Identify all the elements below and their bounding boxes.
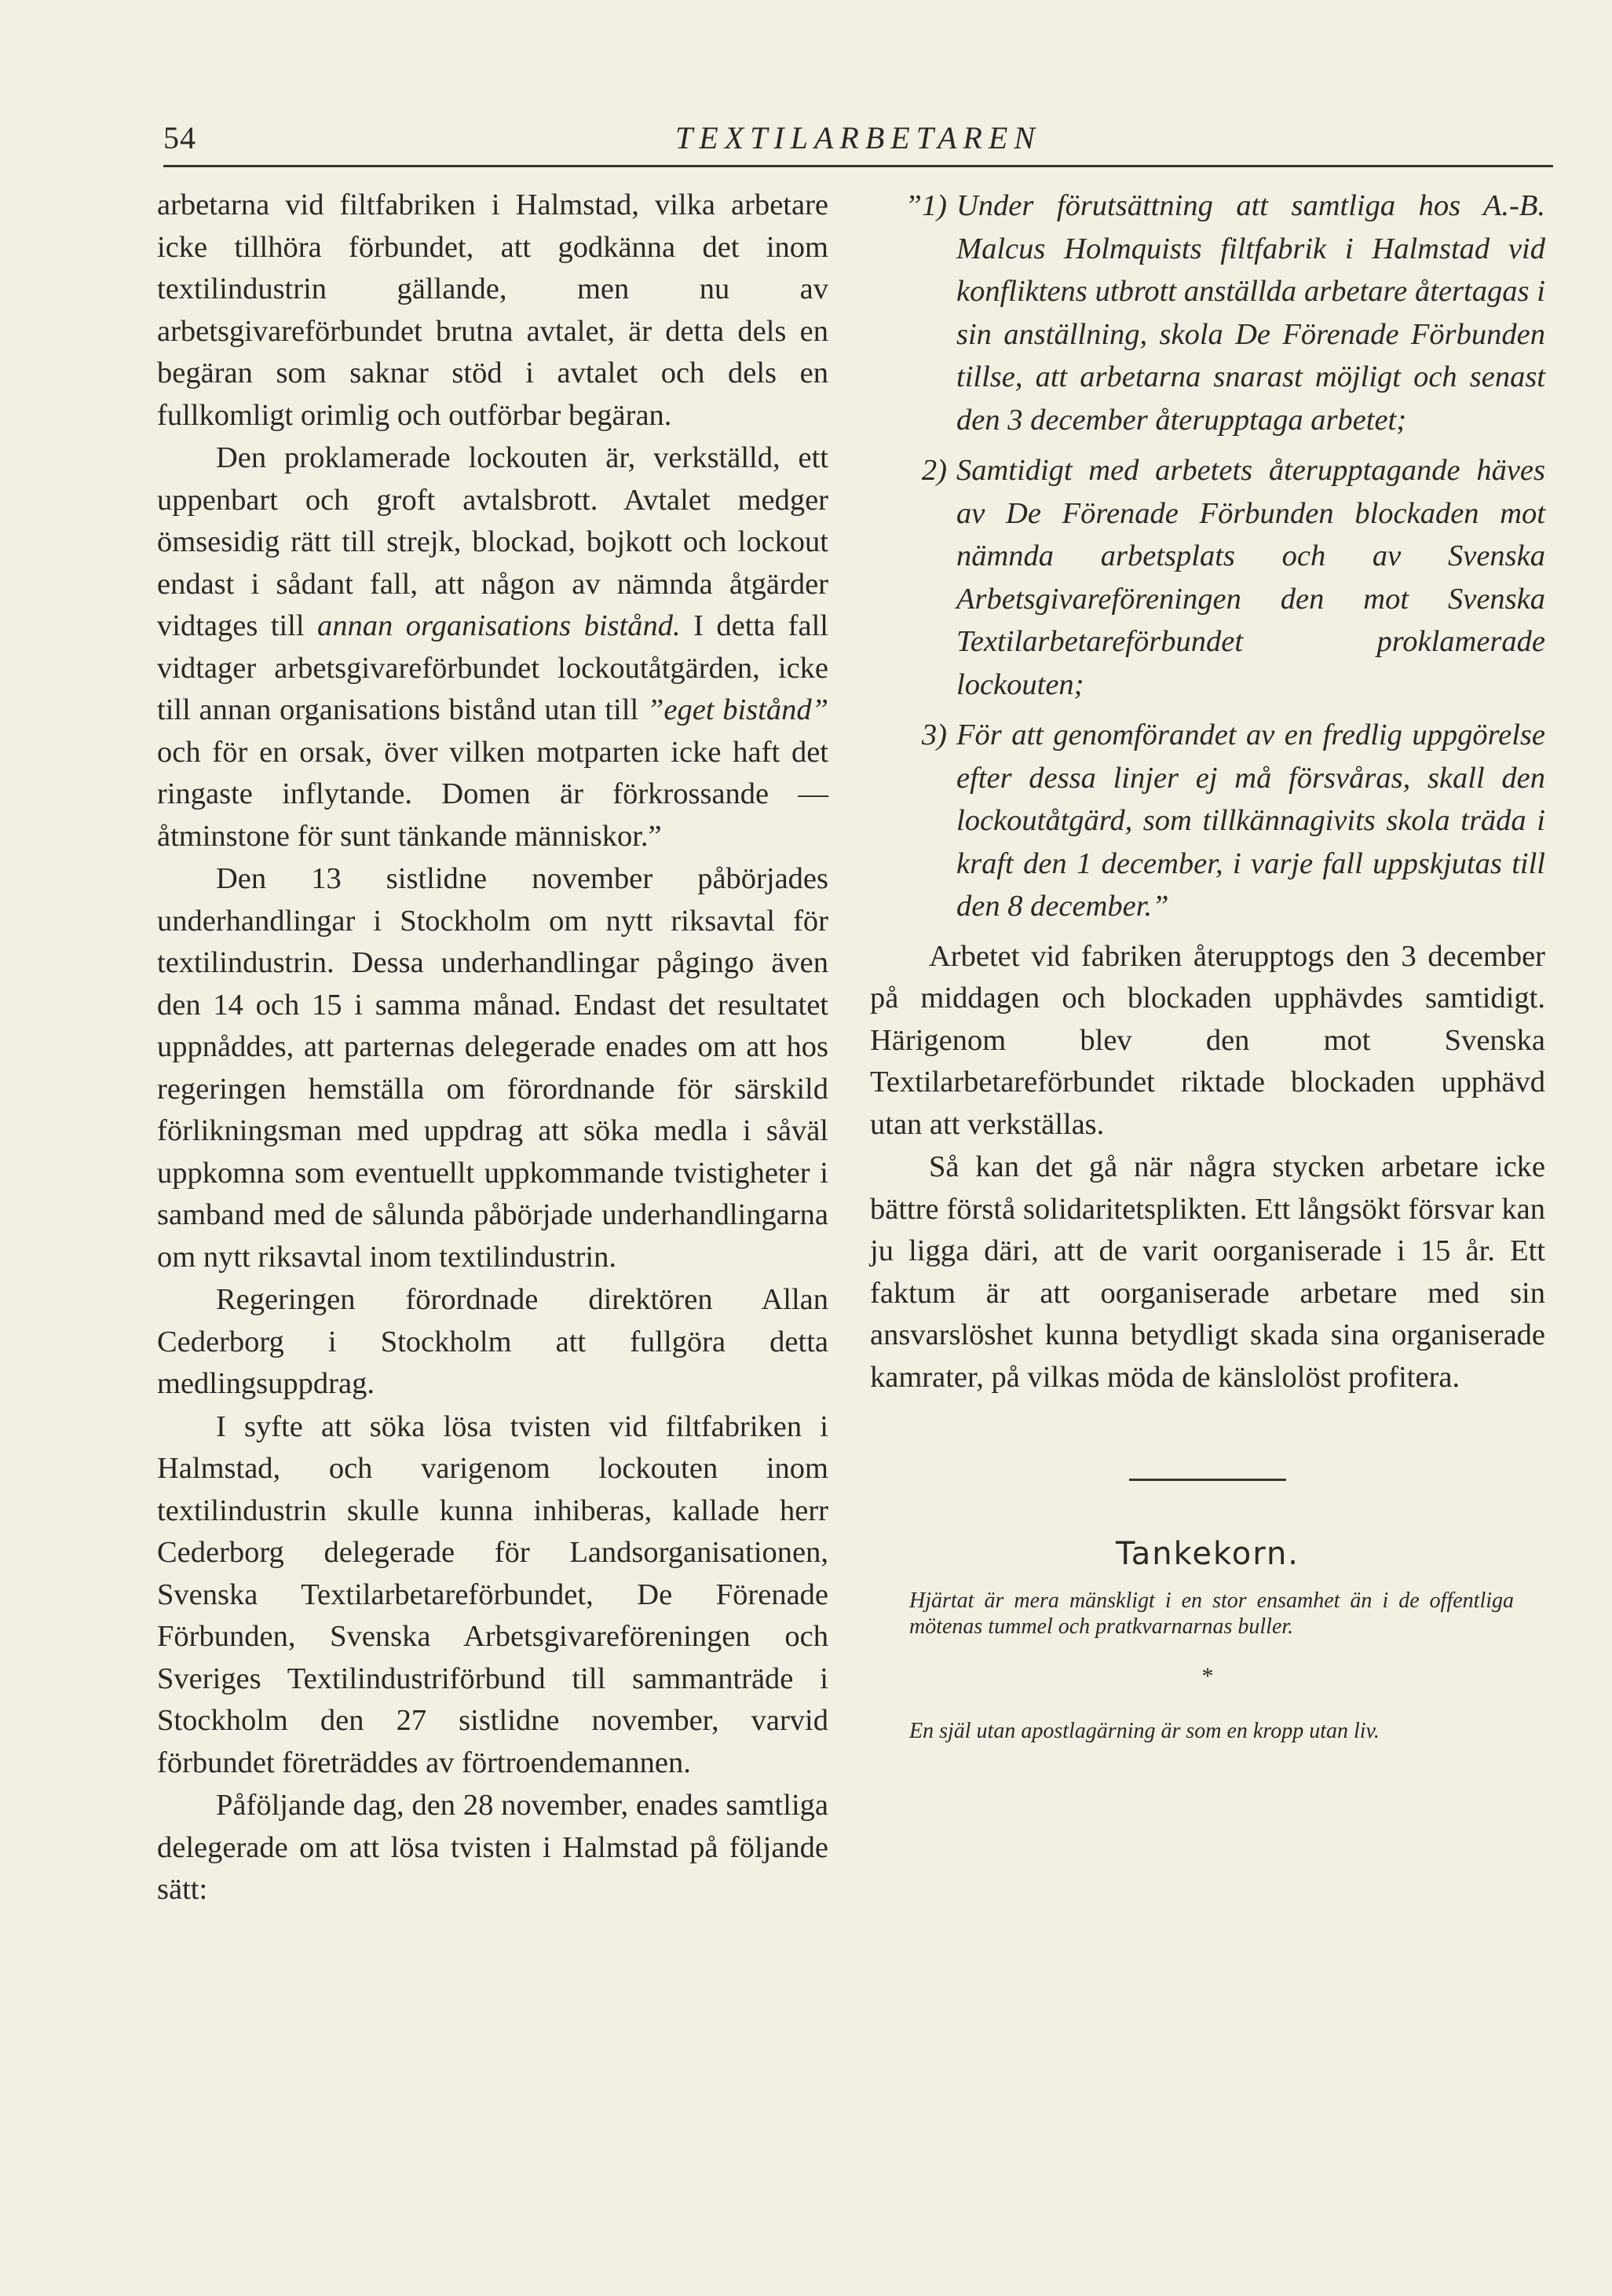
text-run: I syfte att söka lösa tvisten vid filtfabriken i Halmstad, och varigenom lockouten inom textilindustrin skulle kunna inhiberas, kallade herr Cederborg delegerade för Landsorganisationen, Svenska Textilarbetareförbundet, De Förenade Förbunden, Svenska Arbetsgivareföreningen och Sveriges Textilindustriförbund till sammanträde i Stockholm den 27 sistlidne november, varvid förbundet företräddes av förtroendemannen. bbox=[157, 1409, 828, 1779]
resolution-number: 2) bbox=[921, 454, 947, 487]
page-number: 54 bbox=[163, 120, 196, 155]
text-run: Regeringen förordnade direktören Allan Cederborg i Stockholm att fullgöra detta medlingsuppdrag. bbox=[157, 1283, 828, 1400]
body-paragraph bbox=[157, 437, 828, 857]
right-column bbox=[870, 185, 1545, 1744]
right-paragraphs bbox=[870, 936, 1545, 1399]
text-run: arbetarna vid filtfabriken i Halmstad, vilka arbetare icke tillhöra förbundet, att godkänna det inom textilindustrin gällande, men nu av arbetsgivareförbundet brutna avtalet, är detta dels en begäran som saknar stöd i avtalet och dels en fullkomligt orimlig och outförbar begäran. bbox=[157, 188, 828, 432]
section-divider bbox=[1129, 1479, 1286, 1481]
resolution-list bbox=[870, 185, 1545, 928]
resolution-number: 3) bbox=[921, 718, 947, 751]
text-run: Den 13 sistlidne november påbörjades underhandlingar i Stockholm om nytt riksavtal för textilindustrin. Dessa underhandlingar pågingo även den 14 och 15 i samma månad. Endast det resultatet uppnåddes, att parternas delegerade enades om att hos regeringen hemställa om förordnande för särskild förlikningsman med uppdrag att söka medla i såväl uppkomna som eventuellt uppkommande tvistigheter i samband med de sålunda påbörjade underhandlingarna om nytt riksavtal inom textilindustrin. bbox=[157, 862, 828, 1274]
resolution-text: För att genomförandet av en fredlig uppgörelse efter dessa linjer ej må försvåras, skall den lockoutåtgärd, som tillkännagivits skola träda i kraft den 1 december, i varje fall uppskjutas till den 8 december.” bbox=[956, 718, 1545, 923]
asterisk-separator: * bbox=[1201, 1663, 1214, 1689]
aphorism: Hjärtat är mera mänskligt i en stor ensamhet än i de offentliga mötenas tummel och pratkvarnarnas buller. bbox=[909, 1589, 1514, 1639]
text-run: Arbetet vid fabriken återupptogs den 3 december på middagen och blockaden upphävdes samtidigt. Härigenom blev den mot Svenska Textilarbetareförbundet riktade blockaden upphävd utan att verkställas. bbox=[870, 939, 1545, 1141]
body-paragraph bbox=[870, 936, 1545, 1146]
resolution-item bbox=[870, 185, 1545, 441]
page-header bbox=[163, 118, 1553, 167]
aphorism: En själ utan apostlagärning är som en kropp utan liv. bbox=[909, 1719, 1380, 1743]
text-run: och för en orsak, över vilken motparten icke haft det ringaste inflytande. Domen är förkrossande — åtminstone för sunt tänkande människor.” bbox=[157, 735, 828, 853]
body-paragraph bbox=[157, 858, 828, 1278]
section-heading: Tankekorn. bbox=[1115, 1536, 1300, 1572]
left-column bbox=[157, 185, 828, 1912]
resolution-item bbox=[870, 714, 1545, 928]
text-run: Den proklamerade lockouten är, verkställd, ett uppenbart och groft avtalsbrott. Avtalet medger ömsesidig rätt till strejk, blockad, bojkott och lockout endast i sådant fall, att någon av nämnda åtgärder vidtages till bbox=[157, 441, 828, 642]
body-paragraph bbox=[870, 1146, 1545, 1398]
text-run: I detta fall vidtager arbetsgivareförbundet lockoutåtgärden, icke till annan organisations bistånd utan till bbox=[157, 609, 828, 726]
italic-text-run: ”eget bistånd” bbox=[646, 693, 828, 726]
body-paragraph bbox=[157, 185, 828, 437]
resolution-number: ”1) bbox=[905, 189, 947, 222]
resolution-text: Under förutsättning att samtliga hos A.-B. Malcus Holmquists filtfabrik i Halmstad vid konfliktens utbrott anställda arbetare återtagas i sin anställning, skola De Förenade Förbunden tillse, att arbetarna snarast möjligt och senast den 3 december återupptaga arbetet; bbox=[956, 189, 1545, 437]
body-paragraph bbox=[157, 1279, 828, 1406]
body-paragraph bbox=[157, 1406, 828, 1785]
italic-text-run: annan organisations bistånd. bbox=[317, 609, 681, 642]
body-paragraph bbox=[157, 1785, 828, 1911]
resolution-text: Samtidigt med arbetets återupptagande häves av De Förenade Förbunden blockaden mot nämnda arbetsplats och av Svenska Arbetsgivareföreningen den mot Svenska Textilarbetareförbundet proklamerade lockouten; bbox=[956, 454, 1545, 701]
resolution-item bbox=[870, 449, 1545, 706]
running-title: TEXTILARBETAREN bbox=[675, 120, 1041, 155]
text-run: Så kan det gå när några stycken arbetare icke bättre förstå solidaritetsplikten. Ett långsökt försvar kan ju ligga däri, att de varit oorganiserade i 15 år. Ett faktum är att oorganiserade arbetare med sin ansvarslöshet kunna betydligt skada sina organiserade kamrater, på vilkas möda de känslolöst profitera. bbox=[870, 1150, 1545, 1394]
text-run: Påföljande dag, den 28 november, enades samtliga delegerade om att lösa tvisten i Halmstad på följande sätt: bbox=[157, 1789, 828, 1906]
